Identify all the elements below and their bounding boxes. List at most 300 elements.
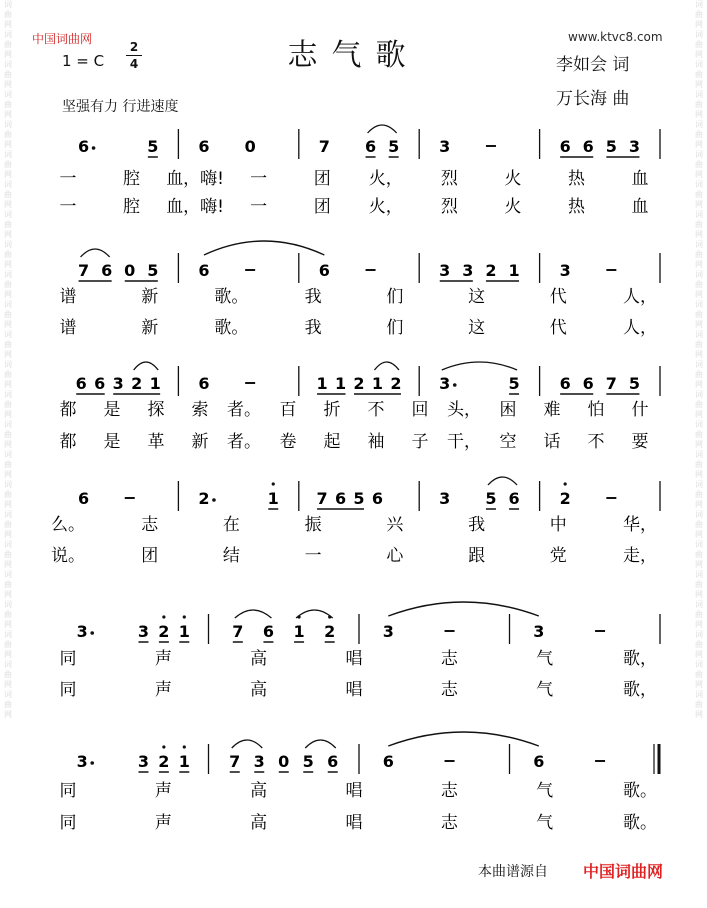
watermark-char: 曲 bbox=[4, 430, 12, 439]
lyric-syllable: 新 bbox=[191, 432, 209, 452]
lyric-syllable: 志 bbox=[141, 515, 159, 535]
watermark-char: 曲 bbox=[4, 400, 12, 409]
lyric-syllable: 不 bbox=[587, 432, 605, 452]
watermark-char: 网 bbox=[695, 650, 703, 659]
lyric-syllable: 歌， bbox=[623, 649, 657, 669]
watermark-char: 曲 bbox=[695, 640, 703, 649]
watermark-char: 网 bbox=[4, 680, 12, 689]
note-3: 3 bbox=[76, 752, 88, 771]
watermark-char: 网 bbox=[4, 530, 12, 539]
watermark-char: 曲 bbox=[695, 370, 703, 379]
lyric-syllable: 代 bbox=[549, 287, 567, 307]
watermark-char: 词 bbox=[4, 690, 12, 699]
watermark-char: 网 bbox=[4, 50, 12, 59]
lyric-syllable: 同 bbox=[59, 649, 77, 669]
lyric-syllable: 回 bbox=[411, 400, 429, 420]
watermark-char: 词 bbox=[695, 300, 703, 309]
watermark-char: 网 bbox=[695, 620, 703, 629]
lyric-syllable: 人， bbox=[623, 287, 657, 307]
lyric-syllable: 同 bbox=[59, 680, 77, 700]
note-3: 3 bbox=[439, 137, 451, 156]
note-3: 3 bbox=[137, 622, 150, 641]
tie bbox=[204, 241, 324, 255]
lyric-syllable: 一 bbox=[59, 197, 77, 217]
lyric-syllable: 志 bbox=[440, 649, 458, 669]
lyric-syllable: 谱 bbox=[59, 318, 77, 338]
watermark-char: 词 bbox=[4, 660, 12, 669]
lyric-syllable: 一 bbox=[304, 546, 322, 566]
watermark-char: 词 bbox=[4, 360, 12, 369]
lyric-syllable: 一 bbox=[250, 169, 268, 189]
lyric-syllable: 歌。 bbox=[623, 813, 657, 833]
note-6: 6 bbox=[198, 261, 210, 280]
dot-mark bbox=[453, 383, 457, 387]
watermark-char: 词 bbox=[695, 330, 703, 339]
lyric-syllable: 起 bbox=[323, 432, 341, 452]
lyric-syllable: 者。 bbox=[227, 432, 261, 452]
lyric-syllable: 不 bbox=[367, 400, 385, 420]
watermark-char: 词 bbox=[695, 120, 703, 129]
lyric-syllable: 火， bbox=[368, 169, 403, 189]
note-6: 6 bbox=[101, 261, 113, 280]
lyric-syllable: 歌。 bbox=[623, 781, 657, 801]
watermark-char: 曲 bbox=[695, 250, 703, 259]
watermark-char: 网 bbox=[695, 260, 703, 269]
watermark-char: 曲 bbox=[695, 460, 703, 469]
watermark-char: 词 bbox=[4, 90, 12, 99]
note-6: 6 bbox=[77, 137, 90, 156]
lyric-syllable: 唱 bbox=[345, 680, 363, 700]
note-5: 5 bbox=[353, 489, 365, 508]
composer: 万长海 曲 bbox=[556, 89, 630, 109]
lyric-syllable: 百 bbox=[279, 400, 297, 420]
watermark-char: 网 bbox=[4, 80, 12, 89]
lyric-syllable: 血 bbox=[631, 169, 649, 189]
lyric-syllable: 党 bbox=[549, 546, 567, 566]
lyric-syllable: 声 bbox=[154, 813, 172, 833]
watermark-char: 网 bbox=[695, 470, 703, 479]
note-2: 2 bbox=[324, 622, 336, 641]
note-1: 1 bbox=[293, 622, 305, 641]
song-title: 志气歌 bbox=[287, 38, 420, 73]
watermark-char: 曲 bbox=[4, 520, 12, 529]
note-6: 6 bbox=[508, 489, 520, 508]
note-5: 5 bbox=[485, 489, 497, 508]
source-site: 中国词曲网 bbox=[583, 862, 664, 881]
lyric-syllable: 气 bbox=[536, 781, 554, 801]
watermark-char: 曲 bbox=[4, 70, 12, 79]
site-name: 中国词曲网 bbox=[32, 32, 93, 46]
note-2: 2 bbox=[559, 489, 571, 508]
lyric-syllable: 中 bbox=[549, 515, 567, 535]
note-3: 3 bbox=[253, 752, 265, 771]
lyric-syllable: 团 bbox=[313, 169, 331, 189]
note-3: 3 bbox=[137, 752, 150, 771]
watermark-char: 曲 bbox=[4, 460, 12, 469]
note-0: 0 bbox=[124, 261, 136, 280]
lyric-syllable: 歌。 bbox=[214, 318, 249, 338]
lyric-syllable: 高 bbox=[250, 813, 268, 833]
watermark-char: 词 bbox=[695, 450, 703, 459]
note-6: 6 bbox=[582, 137, 594, 156]
lyricist: 李如会 词 bbox=[556, 55, 630, 75]
lyric-syllable: 声 bbox=[154, 649, 172, 669]
watermark-char: 网 bbox=[4, 110, 12, 119]
watermark-char: 曲 bbox=[4, 580, 12, 589]
watermark-char: 曲 bbox=[695, 340, 703, 349]
lyric-syllable: 新 bbox=[141, 318, 159, 338]
watermark-char: 曲 bbox=[695, 70, 703, 79]
watermark-char: 网 bbox=[695, 170, 703, 179]
watermark-char: 曲 bbox=[695, 580, 703, 589]
slur bbox=[305, 740, 336, 748]
lyric-syllable: 索 bbox=[191, 400, 209, 420]
lyric-syllable: 难 bbox=[543, 400, 561, 420]
watermark-char: 曲 bbox=[4, 130, 12, 139]
watermark-char: 网 bbox=[4, 380, 12, 389]
dot-mark bbox=[212, 498, 216, 502]
note-7: 7 bbox=[77, 261, 90, 280]
lyric-syllable: 是 bbox=[103, 400, 121, 420]
watermark-char: 网 bbox=[4, 650, 12, 659]
lyric-syllable: 声 bbox=[154, 781, 172, 801]
note-6: 6 bbox=[364, 137, 377, 156]
lyric-syllable: 卷 bbox=[279, 432, 297, 452]
note-3: 3 bbox=[533, 622, 545, 641]
watermark-char: 词 bbox=[695, 390, 703, 399]
watermark-char: 曲 bbox=[695, 430, 703, 439]
note-0: 0 bbox=[278, 752, 290, 771]
high-octave-dot bbox=[183, 615, 186, 618]
lyric-syllable: 团 bbox=[141, 546, 159, 566]
watermark-char: 词 bbox=[4, 300, 12, 309]
lyric-syllable: 们 bbox=[386, 287, 404, 307]
high-octave-dot bbox=[183, 745, 186, 748]
note-6: 6 bbox=[533, 752, 545, 771]
watermark-char: 词 bbox=[695, 180, 703, 189]
note-6: 6 bbox=[262, 622, 275, 641]
note-6: 6 bbox=[327, 752, 339, 771]
note-7: 7 bbox=[316, 489, 328, 508]
watermark-char: 曲 bbox=[4, 610, 12, 619]
lyric-syllable: 这 bbox=[468, 318, 486, 338]
watermark-char: 网 bbox=[4, 560, 12, 569]
watermark-char: 曲 bbox=[695, 670, 703, 679]
note-2: 2 bbox=[353, 374, 365, 393]
note-2: 2 bbox=[131, 374, 143, 393]
lyric-syllable: 袖 bbox=[367, 432, 385, 452]
watermark-char: 词 bbox=[695, 660, 703, 669]
tie bbox=[388, 732, 539, 746]
watermark-char: 网 bbox=[695, 380, 703, 389]
note-3: 3 bbox=[439, 489, 451, 508]
high-octave-dot bbox=[162, 615, 165, 618]
watermark-char: 词 bbox=[4, 30, 12, 39]
note-3: 3 bbox=[462, 261, 474, 280]
watermark-char: 网 bbox=[695, 410, 703, 419]
watermark-char: 曲 bbox=[4, 190, 12, 199]
lyric-syllable: 话 bbox=[543, 432, 561, 452]
watermark-char: 网 bbox=[4, 260, 12, 269]
watermark-char: 网 bbox=[695, 350, 703, 359]
watermark-char: 网 bbox=[695, 530, 703, 539]
watermark-char: 曲 bbox=[695, 610, 703, 619]
lyric-syllable: 团 bbox=[313, 197, 331, 217]
watermark-char: 词 bbox=[695, 360, 703, 369]
lyric-syllable: 我 bbox=[468, 515, 486, 535]
watermark-char: 曲 bbox=[4, 280, 12, 289]
note-6: 6 bbox=[559, 137, 571, 156]
note-7: 7 bbox=[232, 622, 244, 641]
dot-mark bbox=[92, 146, 96, 150]
watermark-char: 词 bbox=[4, 180, 12, 189]
lyric-syllable: 气 bbox=[536, 680, 554, 700]
lyric-syllable: 要 bbox=[631, 432, 649, 452]
watermark-char: 网 bbox=[4, 470, 12, 479]
watermark-char: 词 bbox=[4, 570, 12, 579]
note-2: 2 bbox=[158, 752, 170, 771]
lyric-syllable: 高 bbox=[250, 680, 268, 700]
watermark-char: 曲 bbox=[4, 160, 12, 169]
lyric-syllable: 唱 bbox=[345, 813, 363, 833]
note-6: 6 bbox=[198, 137, 210, 156]
watermark-char: 网 bbox=[4, 500, 12, 509]
watermark-char: 网 bbox=[4, 170, 12, 179]
lyric-syllable: 声 bbox=[154, 680, 172, 700]
meter-top: 2 bbox=[129, 40, 139, 54]
watermark-char: 词 bbox=[4, 60, 12, 69]
watermark-char: 词 bbox=[4, 210, 12, 219]
note-5: 5 bbox=[147, 261, 159, 280]
watermark-char: 网 bbox=[695, 590, 703, 599]
watermark-char: 词 bbox=[695, 30, 703, 39]
lyric-syllable: 都 bbox=[59, 432, 77, 452]
watermark-char: 词 bbox=[4, 0, 12, 9]
watermark-char: 词 bbox=[4, 420, 12, 429]
watermark-char: 网 bbox=[4, 20, 12, 29]
lyric-syllable: 腔 bbox=[123, 197, 141, 217]
note-6: 6 bbox=[559, 374, 571, 393]
watermark-char: 词 bbox=[695, 210, 703, 219]
lyric-syllable: 歌。 bbox=[214, 287, 249, 307]
watermark-char: 词 bbox=[695, 690, 703, 699]
note-1: 1 bbox=[149, 374, 161, 393]
lyric-syllable: 志 bbox=[440, 781, 458, 801]
watermark-char: 网 bbox=[695, 110, 703, 119]
watermark-char: 网 bbox=[695, 290, 703, 299]
watermark-char: 网 bbox=[4, 140, 12, 149]
watermark-char: 词 bbox=[695, 240, 703, 249]
lyric-syllable: 血，嗨! bbox=[166, 197, 225, 217]
watermark-char: 曲 bbox=[695, 40, 703, 49]
slur bbox=[374, 362, 398, 370]
lyric-syllable: 都 bbox=[59, 400, 77, 420]
watermark-char: 曲 bbox=[4, 550, 12, 559]
watermark-char: 词 bbox=[4, 270, 12, 279]
watermark-char: 网 bbox=[4, 710, 12, 719]
watermark-char: 曲 bbox=[4, 310, 12, 319]
watermark-char: 网 bbox=[695, 140, 703, 149]
lyric-syllable: 高 bbox=[250, 781, 268, 801]
lyric-syllable: 探 bbox=[147, 400, 165, 420]
lyric-syllable: 烈 bbox=[440, 169, 458, 189]
watermark-char: 词 bbox=[695, 570, 703, 579]
note-3: 3 bbox=[439, 374, 451, 393]
lyric-syllable: 心 bbox=[386, 546, 404, 566]
watermark-char: 曲 bbox=[4, 490, 12, 499]
watermark-char: 曲 bbox=[4, 220, 12, 229]
note-1: 1 bbox=[334, 374, 347, 393]
watermark-char: 词 bbox=[4, 540, 12, 549]
lyric-syllable: 么。 bbox=[51, 515, 85, 535]
watermark-char: 词 bbox=[4, 510, 12, 519]
note-6: 6 bbox=[94, 374, 106, 393]
tie bbox=[388, 602, 539, 616]
lyric-syllable: 困 bbox=[499, 400, 517, 420]
watermark-char: 曲 bbox=[695, 280, 703, 289]
lyric-syllable: 气 bbox=[536, 649, 554, 669]
watermark-char: 网 bbox=[695, 230, 703, 239]
lyric-syllable: 者。 bbox=[227, 400, 261, 420]
lyric-syllable: 干， bbox=[447, 432, 481, 452]
lyric-syllable: 子 bbox=[411, 432, 429, 452]
slur bbox=[488, 477, 517, 485]
site-url: www.ktvc8.com bbox=[568, 30, 663, 44]
lyric-syllable: 振 bbox=[304, 515, 322, 535]
watermark-char: 词 bbox=[695, 60, 703, 69]
note-1: 1 bbox=[178, 622, 190, 641]
watermark-char: 词 bbox=[695, 510, 703, 519]
watermark-char: 词 bbox=[695, 540, 703, 549]
lyric-syllable: 头， bbox=[447, 400, 481, 420]
note-3: 3 bbox=[628, 137, 641, 156]
watermark-char: 网 bbox=[695, 20, 703, 29]
lyric-syllable: 烈 bbox=[440, 197, 458, 217]
high-octave-dot bbox=[272, 482, 275, 485]
note-1: 1 bbox=[316, 374, 328, 393]
lyric-syllable: 是 bbox=[103, 432, 121, 452]
lyric-syllable: 一 bbox=[250, 197, 268, 217]
watermark-char: 网 bbox=[4, 230, 12, 239]
note-6: 6 bbox=[382, 752, 394, 771]
slur bbox=[442, 362, 517, 370]
lyric-syllable: 什 bbox=[631, 400, 649, 420]
lyric-syllable: 代 bbox=[549, 318, 567, 338]
key-signature: 1 = C bbox=[62, 52, 105, 70]
lyric-syllable: 血，嗨! bbox=[166, 169, 225, 189]
watermark-char: 曲 bbox=[4, 100, 12, 109]
note-5: 5 bbox=[302, 752, 314, 771]
lyric-syllable: 空 bbox=[499, 432, 517, 452]
note-6: 6 bbox=[198, 374, 210, 393]
lyric-syllable: 说。 bbox=[51, 546, 85, 566]
watermark-char: 词 bbox=[4, 450, 12, 459]
lyric-syllable: 一 bbox=[59, 169, 77, 189]
dot-mark bbox=[90, 761, 94, 765]
watermark-char: 网 bbox=[695, 200, 703, 209]
lyric-syllable: 走， bbox=[623, 546, 657, 566]
watermark-char: 网 bbox=[695, 50, 703, 59]
watermark-char: 曲 bbox=[695, 10, 703, 19]
watermark-char: 曲 bbox=[695, 130, 703, 139]
lyric-syllable: 热 bbox=[567, 169, 585, 189]
note-2: 2 bbox=[485, 261, 497, 280]
lyric-syllable: 火 bbox=[504, 197, 522, 217]
note-1: 1 bbox=[508, 261, 520, 280]
high-octave-dot bbox=[162, 745, 165, 748]
watermark-char: 网 bbox=[4, 200, 12, 209]
high-octave-dot bbox=[564, 482, 567, 485]
note-6: 6 bbox=[371, 489, 384, 508]
watermark-char: 词 bbox=[4, 600, 12, 609]
note-7: 7 bbox=[318, 137, 330, 156]
note-5: 5 bbox=[147, 137, 159, 156]
slur bbox=[81, 249, 110, 257]
watermark-char: 词 bbox=[4, 630, 12, 639]
note-3: 3 bbox=[439, 261, 451, 280]
watermark-char: 网 bbox=[4, 440, 12, 449]
watermark-char: 网 bbox=[695, 320, 703, 329]
lyric-syllable: 革 bbox=[147, 432, 165, 452]
watermark-char: 词 bbox=[4, 150, 12, 159]
watermark-char: 词 bbox=[695, 420, 703, 429]
watermark-char: 曲 bbox=[695, 160, 703, 169]
watermark-char: 曲 bbox=[4, 700, 12, 709]
lyric-syllable: 折 bbox=[323, 400, 341, 420]
watermark-char: 曲 bbox=[4, 640, 12, 649]
watermark-char: 曲 bbox=[695, 520, 703, 529]
lyric-syllable: 火 bbox=[504, 169, 522, 189]
watermark-char: 网 bbox=[4, 320, 12, 329]
slur bbox=[368, 125, 397, 133]
lyric-syllable: 志 bbox=[440, 680, 458, 700]
note-5: 5 bbox=[508, 374, 520, 393]
lyric-syllable: 血 bbox=[631, 197, 649, 217]
watermark-char: 网 bbox=[695, 560, 703, 569]
watermark-char: 曲 bbox=[695, 490, 703, 499]
lyric-syllable: 志 bbox=[440, 813, 458, 833]
note-0: 0 bbox=[244, 137, 256, 156]
lyric-syllable: 腔 bbox=[123, 169, 141, 189]
note-6: 6 bbox=[77, 489, 90, 508]
watermark-char: 曲 bbox=[695, 190, 703, 199]
lyric-syllable: 唱 bbox=[345, 781, 363, 801]
note-3: 3 bbox=[382, 622, 394, 641]
note-5: 5 bbox=[605, 137, 617, 156]
watermark-char: 曲 bbox=[4, 340, 12, 349]
lyric-syllable: 在 bbox=[222, 515, 240, 535]
note-5: 5 bbox=[628, 374, 641, 393]
meter-bottom: 4 bbox=[129, 57, 139, 71]
watermark-char: 词 bbox=[4, 330, 12, 339]
lyric-syllable: 同 bbox=[59, 781, 77, 801]
watermark-char: 网 bbox=[695, 710, 703, 719]
watermark-char: 曲 bbox=[4, 40, 12, 49]
lyric-syllable: 怕 bbox=[587, 400, 605, 420]
watermark-char: 曲 bbox=[695, 550, 703, 559]
watermark-char: 曲 bbox=[695, 310, 703, 319]
watermark-char: 网 bbox=[695, 500, 703, 509]
watermark-char: 词 bbox=[4, 240, 12, 249]
lyric-syllable: 我 bbox=[304, 318, 322, 338]
note-2: 2 bbox=[198, 489, 210, 508]
watermark-char: 词 bbox=[695, 0, 703, 9]
watermark-char: 网 bbox=[4, 350, 12, 359]
note-6: 6 bbox=[582, 374, 594, 393]
note-1: 1 bbox=[371, 374, 384, 393]
lyric-syllable: 新 bbox=[141, 287, 159, 307]
watermark-char: 曲 bbox=[695, 100, 703, 109]
